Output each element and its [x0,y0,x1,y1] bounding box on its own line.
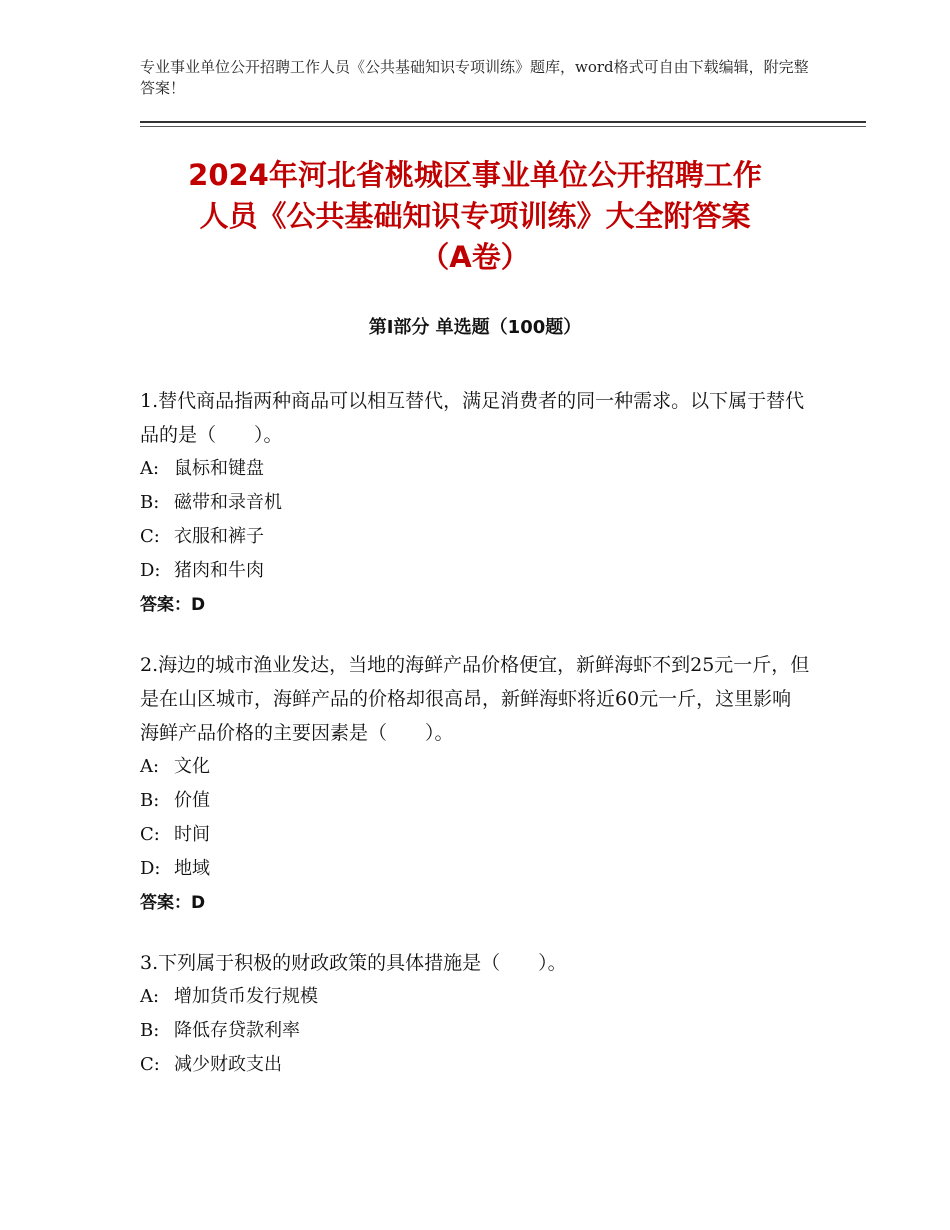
title-line-3: （A卷） [420,240,530,274]
option-c [140,818,810,852]
question-list [140,384,810,1108]
answer-line: 答案：D [140,893,206,913]
header-note: 专业事业单位公开招聘工作人员《公共基础知识专项训练》题库，word格式可自由下载编辑，附完整答案！ [140,58,809,97]
option-text: 增加货币发行规模 [174,986,318,1007]
option-text: 鼠标和键盘 [174,458,264,479]
question-stem: 2.海边的城市渔业发达，当地的海鲜产品价格便宜，新鲜海虾不到25元一斤，但是在山区城市，海鲜产品的价格却很高昂，新鲜海虾将近60元一斤，这里影响海鲜产品价格的主要因素是（ ）。 [140,654,810,744]
option-letter: A: [140,986,160,1007]
document-title [140,155,810,278]
answer-line: 答案：D [140,595,206,615]
question-stem: 1.替代商品指两种商品可以相互替代，满足消费者的同一种需求。以下属于替代品的是（ ）。 [140,390,805,446]
section-title: 第Ⅰ部分 单选题（100题） [368,317,582,338]
option-letter: A: [140,756,160,777]
option-text: 磁带和录音机 [174,492,282,513]
option-letter: B: [140,1020,160,1041]
option-text: 衣服和裤子 [174,526,264,547]
option-text: 时间 [174,824,210,845]
option-letter: C: [140,526,160,547]
question-3 [140,946,810,1082]
title-line-2: 人员《公共基础知识专项训练》大全附答案 [199,199,751,233]
header-rule-thin [140,126,866,127]
option-text: 价值 [174,790,210,811]
option-letter: C: [140,824,160,845]
option-text: 猪肉和牛肉 [174,560,264,581]
question-stem: 3.下列属于积极的财政政策的具体措施是（ ）。 [140,952,567,974]
option-text: 文化 [174,756,210,777]
option-c [140,1048,810,1082]
option-d [140,852,810,886]
option-letter: B: [140,790,160,811]
option-text: 降低存贷款利率 [174,1020,300,1041]
header-rule-thick [140,121,866,123]
option-letter: D: [140,560,161,581]
title-line-1: 2024年河北省桃城区事业单位公开招聘工作 [188,158,762,192]
option-text: 减少财政支出 [174,1054,282,1075]
option-letter: B: [140,492,160,513]
option-a [140,750,810,784]
option-d [140,554,810,588]
option-letter: A: [140,458,160,479]
option-b [140,784,810,818]
option-b [140,1014,810,1048]
option-text: 地域 [174,858,210,879]
option-c [140,520,810,554]
question-1 [140,384,810,622]
option-letter: D: [140,858,161,879]
option-a [140,980,810,1014]
option-b [140,486,810,520]
option-a [140,452,810,486]
option-letter: C: [140,1054,160,1075]
question-2 [140,648,810,920]
